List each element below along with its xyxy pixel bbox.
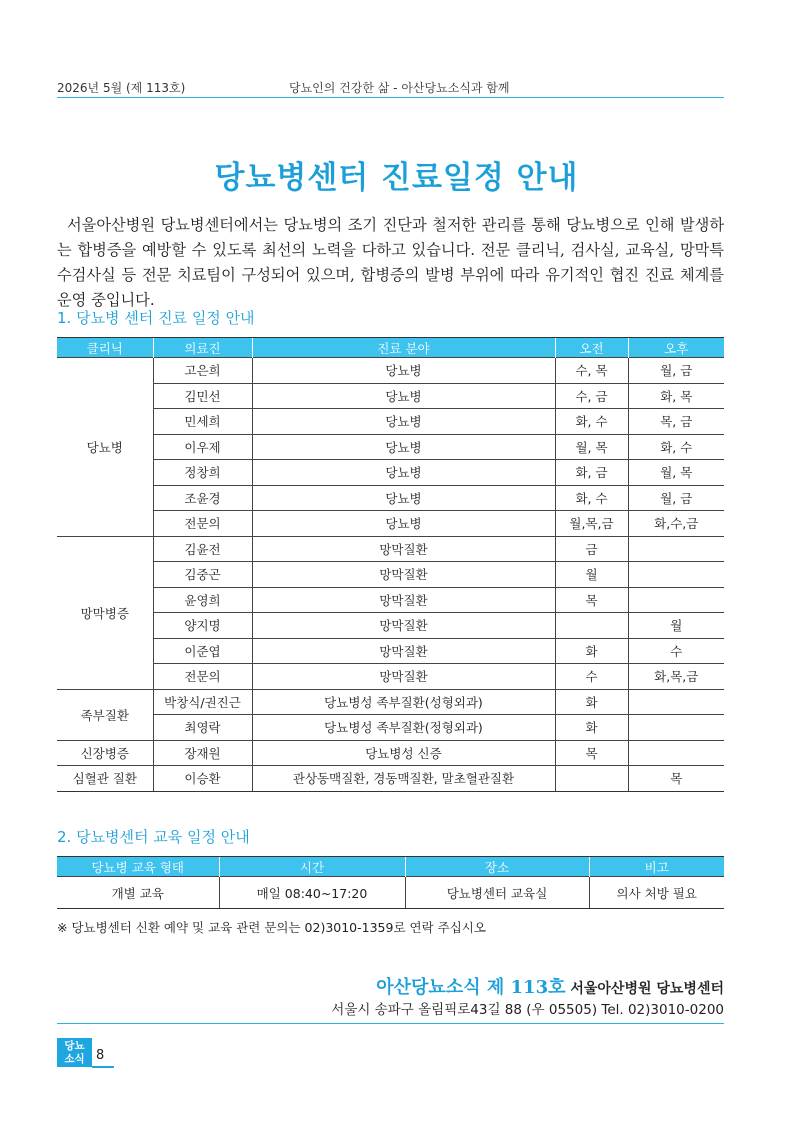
table-row <box>57 409 724 435</box>
specialty-cell: 망막질환 <box>252 562 555 588</box>
table-row <box>57 434 724 460</box>
intro-paragraph: 서울아산병원 당뇨병센터에서는 당뇨병의 조기 진단과 철저한 관리를 통해 당뇨병으로 인해 발생하는 합병증을 예방할 수 있도록 최선의 노력을 다하고 있습니다. 전문 클리닉, 검사실, 교육실, 망막특수검사실 등 전문 치료팀이 구성되어 있으며, 합병증의 발병 부위에 따라 유기적인 협진 진료 체계를 운영 중입니다. <box>57 216 724 309</box>
doctor-cell: 고은희 <box>153 358 252 384</box>
afternoon-cell: 월, 금 <box>628 358 724 384</box>
afternoon-cell: 월 <box>628 613 724 639</box>
table-row <box>57 485 724 511</box>
column-header: 장소 <box>405 857 589 877</box>
running-header <box>57 79 724 98</box>
education-cell: 개별 교육 <box>57 877 219 909</box>
doctor-cell: 조윤경 <box>153 485 252 511</box>
schedule-table <box>57 337 724 792</box>
specialty-cell: 망막질환 <box>252 613 555 639</box>
table-row <box>57 587 724 613</box>
specialty-cell: 관상동맥질환, 경동맥질환, 말초혈관질환 <box>252 766 555 792</box>
specialty-cell: 당뇨병성 족부질환(정형외과) <box>252 715 555 741</box>
morning-cell: 월, 목 <box>555 434 628 460</box>
morning-cell: 목 <box>555 587 628 613</box>
specialty-cell: 당뇨병성 족부질환(성형외과) <box>252 689 555 715</box>
morning-cell: 월 <box>555 562 628 588</box>
footer-divider <box>57 1023 724 1024</box>
specialty-cell: 당뇨병 <box>252 511 555 537</box>
issue-label: 2026년 5월 (제 113호) <box>57 81 186 95</box>
afternoon-cell: 월, 목 <box>628 460 724 486</box>
morning-cell: 화 <box>555 689 628 715</box>
morning-cell <box>555 766 628 792</box>
publication-footer <box>376 973 724 999</box>
specialty-cell: 당뇨병 <box>252 485 555 511</box>
doctor-cell: 이준엽 <box>153 638 252 664</box>
doctor-cell: 박창식/권진근 <box>153 689 252 715</box>
page-number: 8 <box>96 1048 105 1063</box>
afternoon-cell <box>628 740 724 766</box>
page-underline <box>92 1066 114 1068</box>
afternoon-cell: 월, 금 <box>628 485 724 511</box>
morning-cell: 월,목,금 <box>555 511 628 537</box>
afternoon-cell: 화,수,금 <box>628 511 724 537</box>
afternoon-cell: 목, 금 <box>628 409 724 435</box>
table-row <box>57 689 724 715</box>
table-row <box>57 511 724 537</box>
afternoon-cell: 화, 수 <box>628 434 724 460</box>
doctor-cell: 이우제 <box>153 434 252 460</box>
specialty-cell: 당뇨병성 신증 <box>252 740 555 766</box>
table-row <box>57 562 724 588</box>
table-row <box>57 766 724 792</box>
specialty-cell: 망막질환 <box>252 536 555 562</box>
column-header: 의료진 <box>153 338 252 358</box>
table-row <box>57 664 724 690</box>
doctor-cell: 전문의 <box>153 511 252 537</box>
doctor-cell: 최영락 <box>153 715 252 741</box>
badge-bottom: 소식 <box>64 1053 85 1065</box>
afternoon-cell: 수 <box>628 638 724 664</box>
table-row <box>57 877 724 909</box>
table-row <box>57 715 724 741</box>
newsletter-badge <box>57 1038 92 1067</box>
education-table <box>57 856 724 909</box>
column-header: 당뇨병 교육 형태 <box>57 857 219 877</box>
doctor-cell: 김윤전 <box>153 536 252 562</box>
education-heading: 2. 당뇨병센터 교육 일정 안내 <box>57 828 250 846</box>
schedule-heading: 1. 당뇨병 센터 진료 일정 안내 <box>57 309 255 327</box>
table-row <box>57 460 724 486</box>
afternoon-cell <box>628 689 724 715</box>
education-cell: 당뇨병센터 교육실 <box>405 877 589 909</box>
column-header: 진료 분야 <box>252 338 555 358</box>
morning-cell: 목 <box>555 740 628 766</box>
clinic-cell: 심혈관 질환 <box>57 766 153 792</box>
morning-cell: 화 <box>555 638 628 664</box>
education-cell: 매일 08:40~17:20 <box>219 877 405 909</box>
morning-cell: 수, 목 <box>555 358 628 384</box>
morning-cell: 수 <box>555 664 628 690</box>
contact-note: ※ 당뇨병센터 신환 예약 및 교육 관련 문의는 02)3010-1359로 연락 주십시오 <box>57 920 486 935</box>
morning-cell: 화 <box>555 715 628 741</box>
doctor-cell: 전문의 <box>153 664 252 690</box>
afternoon-cell <box>628 562 724 588</box>
afternoon-cell <box>628 536 724 562</box>
education-cell: 의사 처방 필요 <box>589 877 724 909</box>
clinic-cell: 당뇨병 <box>57 358 153 537</box>
morning-cell: 화, 수 <box>555 409 628 435</box>
doctor-cell: 김민선 <box>153 383 252 409</box>
specialty-cell: 당뇨병 <box>252 409 555 435</box>
column-header: 오전 <box>555 338 628 358</box>
doctor-cell: 이승환 <box>153 766 252 792</box>
morning-cell: 화, 수 <box>555 485 628 511</box>
afternoon-cell <box>628 587 724 613</box>
specialty-cell: 당뇨병 <box>252 383 555 409</box>
morning-cell <box>555 613 628 639</box>
table-row <box>57 613 724 639</box>
doctor-cell: 장재원 <box>153 740 252 766</box>
specialty-cell: 당뇨병 <box>252 460 555 486</box>
afternoon-cell <box>628 715 724 741</box>
clinic-cell: 신장병증 <box>57 740 153 766</box>
badge-top: 당뇨 <box>64 1040 85 1052</box>
page-title: 당뇨병센터 진료일정 안내 <box>214 160 579 196</box>
doctor-cell: 김중곤 <box>153 562 252 588</box>
clinic-cell: 족부질환 <box>57 689 153 740</box>
doctor-cell: 정창희 <box>153 460 252 486</box>
afternoon-cell: 목 <box>628 766 724 792</box>
specialty-cell: 망막질환 <box>252 664 555 690</box>
column-header: 비고 <box>589 857 724 877</box>
publication-name: 아산당뇨소식 제 113호 <box>376 977 566 998</box>
table-row <box>57 383 724 409</box>
column-header: 오후 <box>628 338 724 358</box>
specialty-cell: 당뇨병 <box>252 434 555 460</box>
doctor-cell: 윤영희 <box>153 587 252 613</box>
doctor-cell: 양지명 <box>153 613 252 639</box>
doctor-cell: 민세희 <box>153 409 252 435</box>
morning-cell: 금 <box>555 536 628 562</box>
clinic-cell: 망막병증 <box>57 536 153 689</box>
table-row <box>57 536 724 562</box>
afternoon-cell: 화,목,금 <box>628 664 724 690</box>
table-row <box>57 638 724 664</box>
column-header: 시간 <box>219 857 405 877</box>
specialty-cell: 망막질환 <box>252 638 555 664</box>
morning-cell: 화, 금 <box>555 460 628 486</box>
table-row <box>57 358 724 384</box>
org-name: 서울아산병원 당뇨병센터 <box>570 981 724 997</box>
specialty-cell: 망막질환 <box>252 587 555 613</box>
table-row <box>57 740 724 766</box>
morning-cell: 수, 금 <box>555 383 628 409</box>
specialty-cell: 당뇨병 <box>252 358 555 384</box>
afternoon-cell: 화, 목 <box>628 383 724 409</box>
column-header: 클리닉 <box>57 338 153 358</box>
address: 서울시 송파구 올림픽로43길 88 (우 05505) Tel. 02)3010-0200 <box>331 1002 724 1018</box>
header-tagline: 당뇨인의 건강한 삶 - 아산당뇨소식과 함께 <box>289 81 510 95</box>
